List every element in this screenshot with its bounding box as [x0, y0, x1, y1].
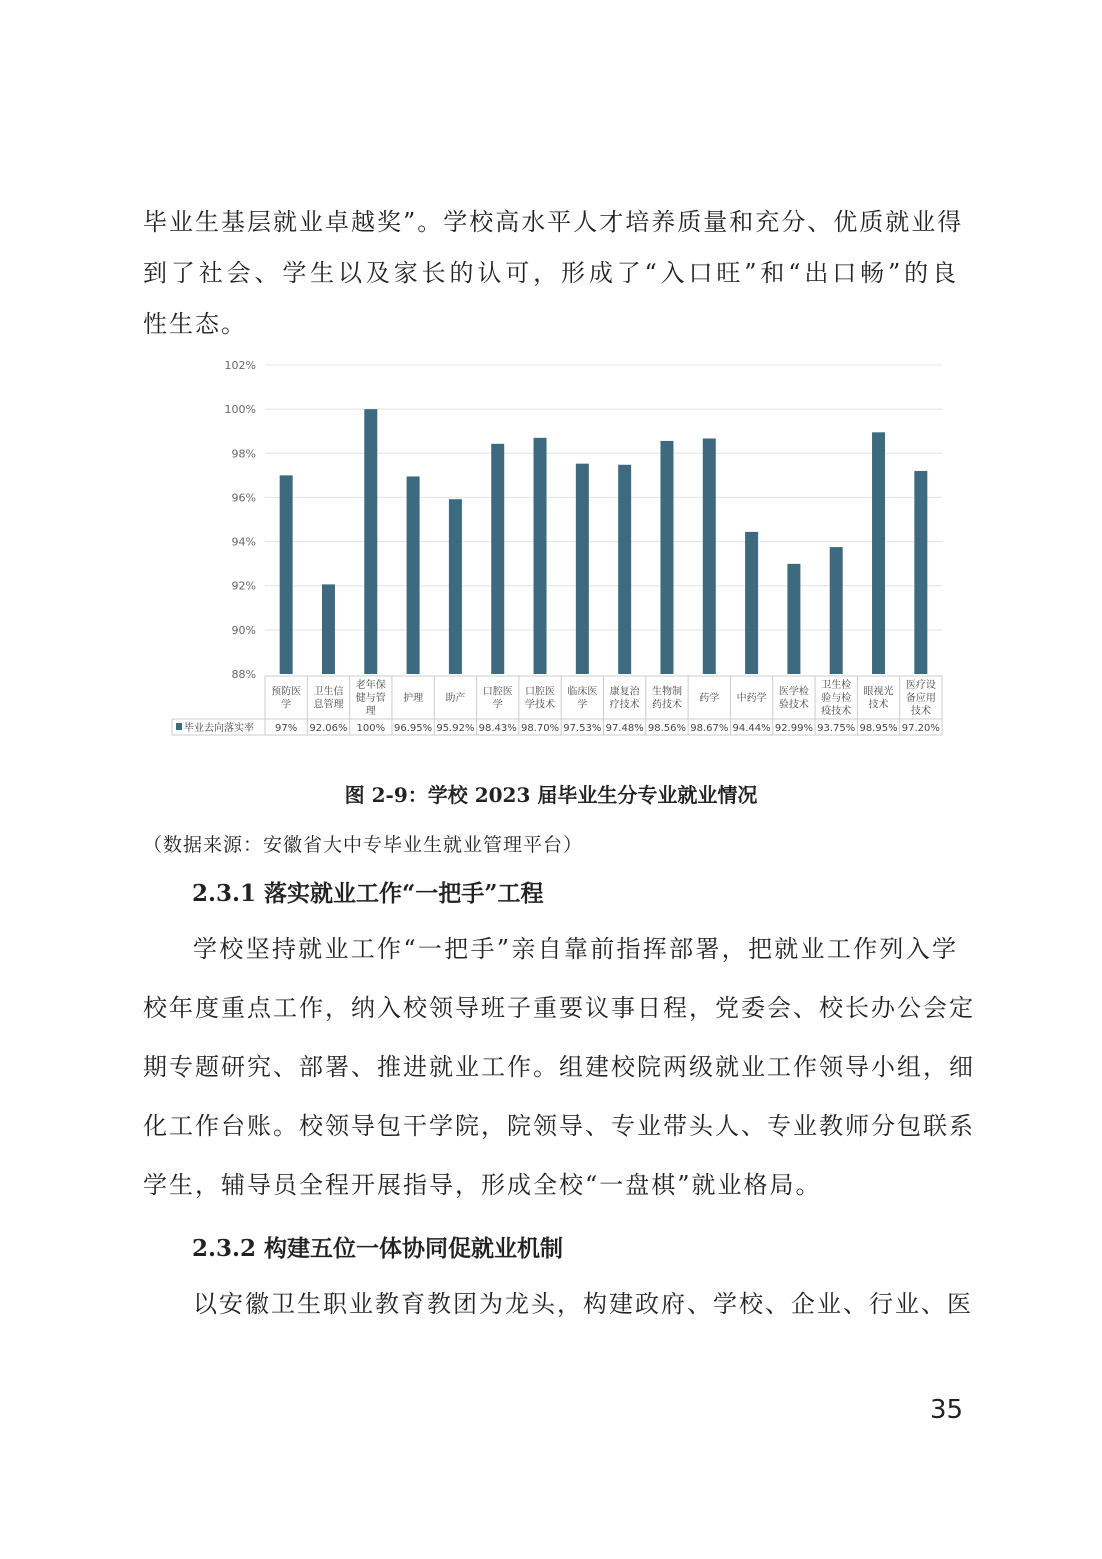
data-label: 98.43%	[478, 723, 517, 734]
text-line: 校年度重点工作，纳入校领导班子重要议事日程，党委会、校长办公会定	[143, 994, 975, 1022]
section-heading: 2.3.2 构建五位一体协同促就业机制	[192, 1235, 564, 1262]
figure-caption: 图 2-9：学校 2023 届毕业生分专业就业情况	[344, 783, 758, 807]
bar	[914, 471, 927, 674]
data-label: 92.99%	[774, 723, 813, 734]
x-tick-label: 眼视光	[863, 686, 894, 698]
x-tick-label: 医疗设	[905, 680, 936, 691]
y-tick-label: 96%	[231, 491, 256, 505]
bar	[830, 547, 843, 674]
x-tick-label: 康复治	[609, 686, 640, 698]
x-tick-label: 备应用	[905, 693, 936, 704]
y-tick-label: 102%	[224, 359, 256, 372]
legend-swatch	[176, 723, 182, 730]
text-line: 期专题研究、部署、推进就业工作。组建校院两级就业工作领导小组，细	[143, 1053, 975, 1081]
bar	[787, 564, 800, 674]
x-tick-label: 护理	[403, 693, 424, 704]
section-heading: 2.3.1 落实就业工作“一把手”工程	[192, 880, 544, 907]
x-tick-label: 药学	[699, 693, 720, 704]
text-line: 以安徽卫生职业教育教团为龙头，构建政府、学校、企业、行业、医	[193, 1290, 973, 1318]
x-tick-label: 药技术	[651, 699, 682, 711]
x-tick-label: 健与管	[355, 693, 386, 704]
x-tick-label: 学	[492, 699, 503, 711]
bar	[322, 584, 335, 674]
page-number: 35	[930, 1395, 964, 1425]
data-label: 95.92%	[436, 723, 475, 734]
data-label: 92.06%	[309, 723, 348, 734]
x-tick-label: 口腔医	[482, 686, 513, 698]
bar	[703, 438, 716, 674]
data-label: 97%	[275, 723, 298, 734]
data-label: 97.20%	[901, 723, 940, 734]
x-tick-label: 学技术	[525, 699, 556, 711]
bar	[364, 409, 377, 674]
bar	[576, 464, 589, 674]
legend-label: 毕业去向落实率	[184, 723, 254, 734]
x-tick-label: 卫生信	[313, 686, 344, 698]
x-tick-label: 临床医	[567, 686, 598, 698]
data-label: 98.67%	[690, 723, 729, 734]
x-tick-label: 疗技术	[609, 699, 640, 711]
x-tick-label: 口腔医	[525, 686, 556, 698]
x-tick-label: 学	[281, 699, 292, 711]
x-tick-label: 理	[365, 706, 376, 717]
x-tick-label: 中药学	[736, 693, 767, 704]
data-label: 97.53%	[563, 723, 602, 734]
bar	[745, 532, 758, 674]
x-tick-label: 学	[577, 699, 588, 711]
y-tick-label: 88%	[231, 668, 256, 681]
x-tick-label: 助产	[445, 693, 466, 704]
text-line: 性生态。	[143, 310, 247, 338]
text-line: 毕业生基层就业卓越奖”。学校高水平人才培养质量和充分、优质就业得	[143, 208, 964, 236]
data-label: 98.95%	[859, 723, 898, 734]
x-tick-label: 验技术	[778, 699, 809, 711]
x-tick-label: 老年保	[355, 680, 386, 691]
text-line: 学校坚持就业工作“一把手”亲自靠前指挥部署，把就业工作列入学	[193, 935, 958, 963]
text-line: 到了社会、学生以及家长的认可，形成了“入口旺”和“出口畅”的良	[143, 259, 958, 287]
data-label: 98.70%	[520, 723, 560, 734]
text-line: 化工作台账。校领导包干学院，院领导、专业带头人、专业教师分包联系	[143, 1112, 975, 1140]
bar	[872, 432, 885, 674]
x-tick-label: 技术	[868, 699, 889, 711]
y-tick-label: 98%	[231, 447, 256, 461]
data-label: 97.48%	[605, 723, 644, 734]
bar	[491, 444, 504, 674]
data-label: 93.75%	[817, 723, 856, 734]
data-label: 94.44%	[732, 723, 771, 734]
text-line: 学生，辅导员全程开展指导，形成全校“一盘棋”就业格局。	[143, 1171, 822, 1199]
bar	[449, 499, 462, 674]
x-tick-label: 生物制	[651, 686, 682, 698]
x-tick-label: 疫技术	[821, 706, 852, 717]
bar-chart	[0, 0, 1102, 760]
y-tick-label: 90%	[231, 623, 256, 637]
bar	[280, 475, 293, 674]
x-tick-label: 预防医	[271, 686, 302, 698]
data-source: （数据来源：安徽省大中专毕业生就业管理平台）	[143, 834, 584, 856]
x-tick-label: 息管理	[313, 699, 344, 711]
bar	[407, 476, 420, 674]
y-tick-label: 92%	[231, 579, 256, 593]
x-tick-label: 医学检	[778, 686, 809, 698]
data-label: 100%	[356, 723, 386, 734]
bar	[660, 441, 673, 674]
data-label: 96.95%	[394, 723, 433, 734]
y-tick-label: 94%	[231, 535, 256, 549]
y-tick-label: 100%	[224, 403, 256, 417]
bar	[618, 465, 631, 674]
x-tick-label: 验与检	[821, 693, 852, 704]
bar	[534, 438, 547, 674]
x-tick-label: 卫生检	[821, 680, 852, 691]
data-label: 98.56%	[647, 723, 687, 734]
x-tick-label: 技术	[910, 706, 931, 717]
